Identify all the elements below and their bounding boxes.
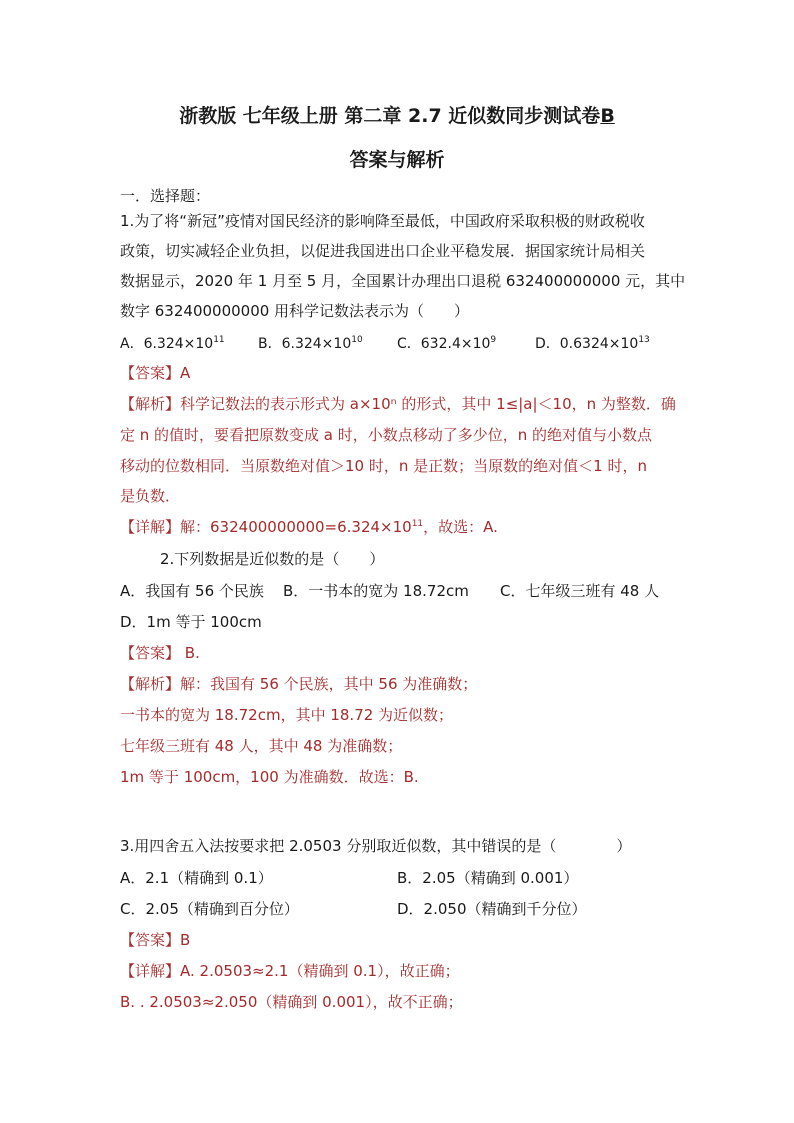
q3-option-c: C．2.05（精确到百分位） xyxy=(120,900,299,918)
document-title xyxy=(0,103,794,129)
q2-option-a: A．我国有 56 个民族 xyxy=(120,582,264,600)
q3-detail-line: B. . 2.0503≈2.050（精确到 0.001），故不正确； xyxy=(120,993,463,1011)
analysis-tag: 【解析】 xyxy=(120,675,181,693)
analysis-tag: 【解析】 xyxy=(120,395,181,413)
q3-detail: 【详解】A. 2.0503≈2.1（精确到 0.1），故正确； xyxy=(120,962,460,980)
q2-analysis: 【解析】解：我国有 56 个民族，其中 56 为准确数； xyxy=(120,675,478,693)
q1-stem-line: 1.为了将“新冠”疫情对国民经济的影响降至最低，中国政府采取积极的财政税收 xyxy=(120,212,645,230)
q2-analysis-line: 1m 等于 100cm，100 为准确数．故选：B. xyxy=(120,768,419,786)
q2-answer xyxy=(120,642,200,664)
q1-stem-line: 政策，切实减轻企业负担，以促进我国进出口企业平稳发展．据国家统计局相关 xyxy=(120,242,646,260)
q3-option-b: B．2.05（精确到 0.001） xyxy=(397,869,579,887)
title-text: 浙教版 七年级上册 第二章 2.7 近似数同步测试卷 xyxy=(179,105,601,127)
answer-tag: 【答案】 xyxy=(120,931,181,949)
q2-stem: 2.下列数据是近似数的是（ ） xyxy=(160,550,385,568)
answer-tag: 【答案】 xyxy=(120,364,181,382)
q1-detail: 【详解】解：$632400000000=6.324\times 10^{11}$，故选：A. xyxy=(120,518,498,536)
q2-option-c: C．七年级三班有 48 人 xyxy=(500,582,660,600)
detail-tag: 【详解】 xyxy=(120,518,181,536)
section-heading: 一．选择题： xyxy=(120,187,211,205)
q1-stem-line: 数据显示，2020 年 1 月至 5 月，全国累计办理出口退税 632400000000 元，其中 xyxy=(120,272,686,290)
answer-value: B xyxy=(180,931,191,949)
q2-analysis-line: 七年级三班有 48 人，其中 48 为准确数； xyxy=(120,737,403,755)
q3-answer xyxy=(120,929,190,951)
q1-option-a: A．$6.324\times 10^{11}$ xyxy=(120,335,225,352)
q1-analysis: 【解析】科学记数法的表示形式为 a×10ⁿ 的形式，其中 1≤|a|＜10，n 为整数．确 xyxy=(120,395,676,413)
q3-option-d: D．2.050（精确到千分位） xyxy=(397,900,587,918)
q2-option-b: B．一书本的宽为 18.72cm xyxy=(283,582,469,600)
answer-value: B. xyxy=(180,644,200,662)
q2-option-d: D．1m 等于 100cm xyxy=(120,613,262,631)
q3-stem: 3.用四舍五入法按要求把 2.0503 分别取近似数，其中错误的是（ ） xyxy=(120,837,632,855)
q1-option-d: D．$0.6324\times 10^{13}$ xyxy=(535,335,650,352)
answer-tag: 【答案】 xyxy=(120,644,181,662)
title-version: B xyxy=(600,105,615,127)
answer-value: A xyxy=(180,364,191,382)
q3-option-a: A．2.1（精确到 0.1） xyxy=(120,869,273,887)
q2-analysis-line: 一书本的宽为 18.72cm，其中 18.72 为近似数； xyxy=(120,706,454,724)
q1-analysis-line: 是负数． xyxy=(120,487,181,505)
q1-analysis-line: 移动的位数相同．当原数绝对值＞10 时，n 是正数；当原数的绝对值＜1 时，n xyxy=(120,457,647,475)
document-subtitle: 答案与解析 xyxy=(349,149,445,171)
q1-stem-line: 数字 632400000000 用科学记数法表示为（ ） xyxy=(120,302,470,320)
q1-option-b: B．$6.324\times 10^{10}$ xyxy=(258,335,363,352)
detail-tag: 【详解】 xyxy=(120,962,181,980)
q1-analysis-line: 定 n 的值时，要看把原数变成 a 时，小数点移动了多少位，n 的绝对值与小数点 xyxy=(120,426,653,444)
q1-option-c: C．$632.4\times 10^9$ xyxy=(397,335,497,352)
q1-answer xyxy=(120,362,190,384)
